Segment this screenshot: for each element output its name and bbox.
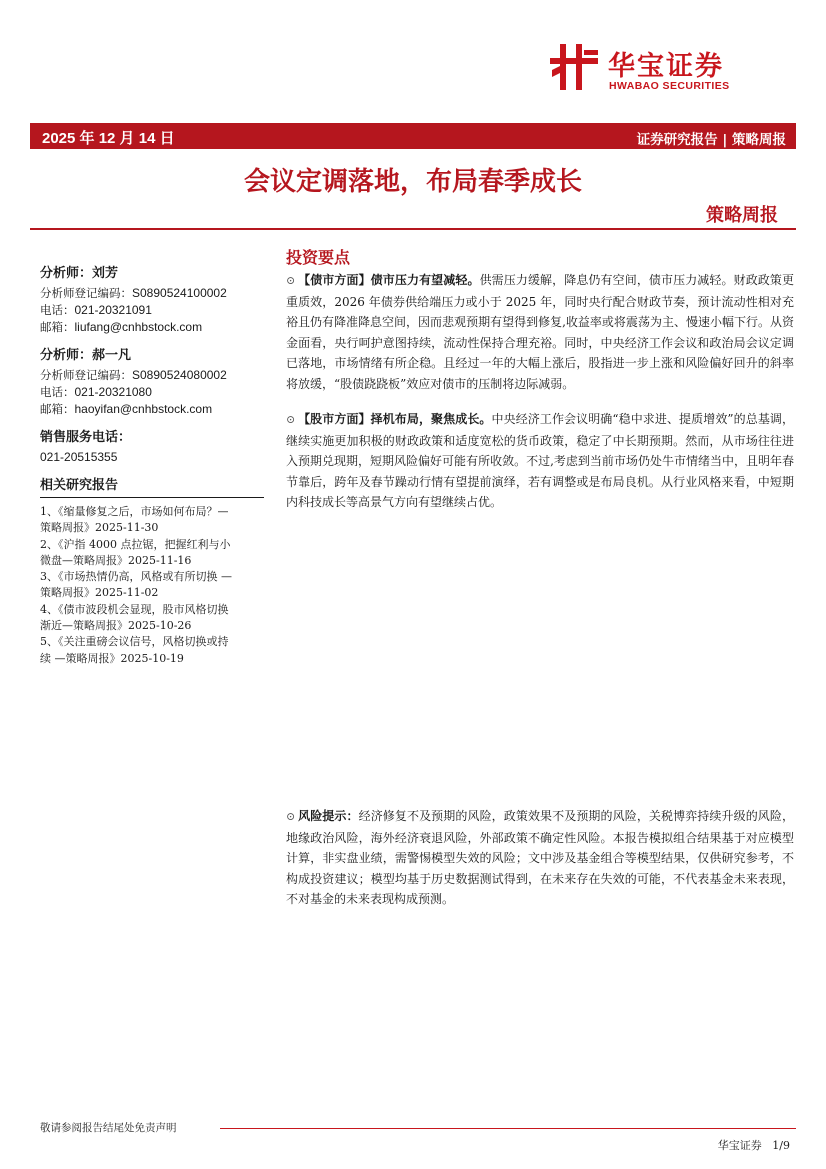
phone-value: 021-20321080 (74, 385, 152, 399)
related-reports (40, 474, 264, 667)
footer-brand: 华宝证券 (717, 1139, 762, 1152)
bullet-icon: ⊙ (286, 413, 296, 426)
email-label: 邮箱： (40, 320, 75, 334)
report-subtype: 策略周报 (706, 205, 778, 226)
email-link[interactable]: haoyifan@cnhbstock.com (74, 402, 213, 416)
reg-value: S0890524100002 (132, 286, 227, 300)
brand-name-cn: 华宝证券 (608, 51, 724, 82)
header-band (30, 123, 796, 149)
analyst-name: 分析师：刘芳 (40, 266, 119, 281)
report-date: 2025 年 12 月 14 日 (42, 130, 175, 147)
related-heading: 相关研究报告 (40, 478, 119, 493)
related-report-item[interactable]: 1、《缩量修复之后，市场如何布局？— 策略周报》2025-11-30 (40, 505, 229, 535)
report-type: 证券研究报告 | 策略周报 (636, 132, 786, 148)
equity-market-paragraph (286, 409, 794, 513)
hwabao-logo-icon (548, 40, 602, 94)
sales-block (40, 426, 264, 466)
equity-heading: 【股市方面】择机布局，聚焦成长。 (298, 412, 492, 426)
email-label: 邮箱： (40, 402, 75, 416)
related-report-item[interactable]: 3、《市场热情仍高，风格或有所切换 — 策略周报》2025-11-02 (40, 570, 232, 600)
reg-label: 分析师登记编码： (40, 286, 132, 300)
risk-warning-paragraph (286, 806, 794, 910)
footer-page-info (718, 1137, 790, 1153)
phone-label: 电话： (40, 303, 75, 317)
footer-divider (220, 1128, 796, 1129)
brand-logo (548, 40, 788, 100)
sales-heading: 销售服务电话： (40, 430, 132, 445)
related-report-item[interactable]: 2、《沪指 4000 点拉锯，把握红利与小 微盘—策略周报》2025-11-16 (40, 537, 231, 567)
page-number: 1/9 (772, 1139, 790, 1152)
phone-label: 电话： (40, 385, 75, 399)
bullet-icon: ⊙ (286, 274, 296, 287)
analyst-name: 分析师：郝一凡 (40, 348, 132, 363)
related-report-item[interactable]: 5、《关注重磅会议信号，风格切换或持 续 —策略周报》2025-10-19 (40, 635, 229, 665)
reg-label: 分析师登记编码： (40, 368, 132, 382)
equity-text: 中央经济工作会议明确“稳中求进、提质增效”的总基调，继续实施更加积极的财政政策和适度宽松的货币政策，稳定了中长期预期。然而，从市场往往进入预期兑现期，短期风险偏好可能有所收敛。不过,考虑到当前市场仍处牛市情绪当中，且明年春节靠后，跨年及春节躁动行情有望提前演绎，若有调整或是布局良机。从行业风格来看，中短期内科技成长等高景气方向有望继续占优。 (286, 412, 794, 509)
bond-heading: 【债市方面】债市压力有望减轻。 (298, 273, 480, 287)
investment-highlights-heading: 投资要点 (286, 248, 351, 267)
reg-value: S0890524080002 (132, 368, 227, 382)
sales-phone: 021-20515355 (40, 450, 118, 464)
page-title: 会议定调落地，布局春季成长 (243, 167, 582, 197)
title-divider (30, 228, 796, 230)
bond-market-paragraph (286, 270, 794, 394)
risk-text: 经济修复不及预期的风险，政策效果不及预期的风险，关税博弈持续升级的风险，地缘政治风险，海外经济衰退风险，外部政策不确定性风险。本报告模拟组合结果基于对应模型计算，非实盘业绩，需警惕模型失效的风险；文中涉及基金组合等模型结果，仅供研究参考，不构成投资建议；模型均基于历史数据测试得到，在未来存在失效的可能，不代表基金未来表现，不对基金的未来表现构成预测。 (286, 809, 794, 906)
analyst-block-1 (40, 262, 264, 336)
related-report-item[interactable]: 4、《债市波段机会显现，股市风格切换 渐近—策略周报》2025-10-26 (40, 602, 229, 633)
related-divider (40, 497, 264, 498)
bond-text: 供需压力缓解，降息仍有空间，债市压力减轻。财政政策更重质效，2026 年债券供给端压力或小于 2025 年，同时央行配合财政节奏，预计流动性相对充裕且仍有降准降息空间，因而悲观预期有望得到修复,收益率或将震荡为主、慢速小幅下行。从资金面看，央行呵护意图持续，流动性保持合理充裕。同时，中央经济工作会议和政治局会议定调已落地，市场情绪有所企稳。且经过一年的大幅上涨后，股指进一步上涨和风险偏好回升的斜率将放缓，“股债跷跷板”效应对债市的压制将边际减弱。 (286, 273, 794, 391)
email-link[interactable]: liufang@cnhbstock.com (74, 320, 203, 334)
phone-value: 021-20321091 (74, 303, 152, 317)
risk-heading: 风险提示： (298, 809, 359, 823)
analyst-block-2 (40, 344, 264, 418)
disclaimer-note: 敬请参阅报告结尾处免责声明 (40, 1122, 177, 1134)
brand-name-en: HWABAO SECURITIES (609, 80, 730, 92)
bullet-icon: ⊙ (286, 810, 296, 823)
